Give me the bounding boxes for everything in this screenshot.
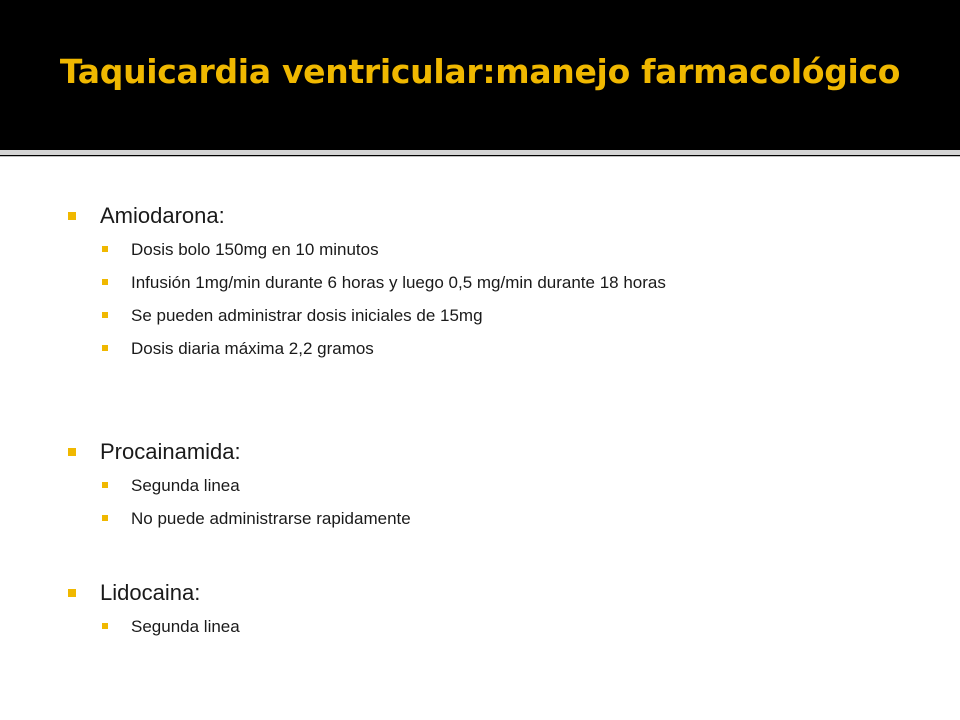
section-amiodarona [66,203,866,359]
bullet-level2 [101,616,851,637]
square-bullet-icon [102,279,108,285]
bullet-text: Segunda linea [131,476,240,495]
square-bullet-icon [68,448,76,456]
square-bullet-icon [68,589,76,597]
section-heading: Procainamida: [100,439,241,464]
bullet-level2 [101,508,851,529]
bullet-level2 [101,338,851,359]
bullet-text: Dosis diaria máxima 2,2 gramos [131,339,374,358]
square-bullet-icon [102,623,108,629]
bullet-level2 [101,272,851,293]
section-heading: Lidocaina: [100,580,201,605]
square-bullet-icon [102,482,108,488]
bullet-text: Infusión 1mg/min durante 6 horas y luego 0,5 mg/min durante 18 horas [131,273,666,292]
bullet-text: No puede administrarse rapidamente [131,509,411,528]
bullet-text: Segunda linea [131,617,240,636]
bullet-level2 [101,475,851,496]
title-band [0,0,960,150]
title-divider [0,150,960,155]
bullet-level1 [66,580,866,606]
bullet-text: Dosis bolo 150mg en 10 minutos [131,240,379,259]
square-bullet-icon [68,212,76,220]
square-bullet-icon [102,312,108,318]
section-heading: Amiodarona: [100,203,225,228]
square-bullet-icon [102,345,108,351]
section-lidocaina [66,580,866,637]
bullet-level1 [66,439,866,465]
section-procainamida [66,439,866,529]
slide-title: Taquicardia ventricular:manejo farmacológico [59,52,901,91]
slide-body [0,157,960,720]
bullet-text: Se pueden administrar dosis iniciales de 15mg [131,306,483,325]
bullet-level1 [66,203,866,229]
square-bullet-icon [102,515,108,521]
square-bullet-icon [102,246,108,252]
bullet-level2 [101,305,851,326]
bullet-level2 [101,239,851,260]
